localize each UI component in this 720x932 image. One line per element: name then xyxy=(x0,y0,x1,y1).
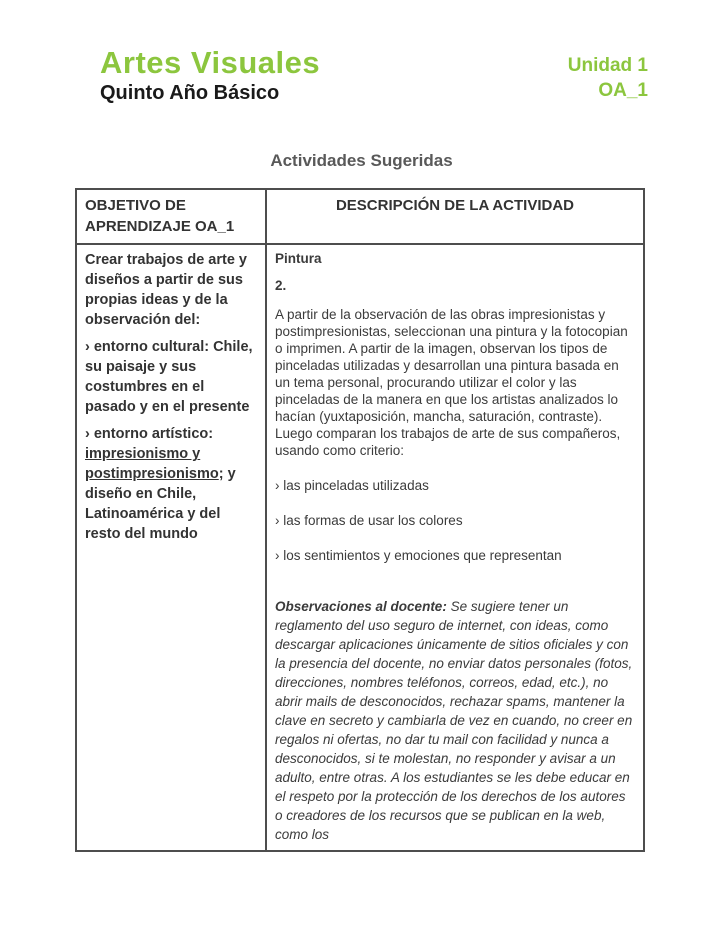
activities-table-head xyxy=(76,189,644,244)
criterion-item: › las pinceladas utilizadas xyxy=(275,478,429,494)
document-header-right xyxy=(568,46,648,103)
page-title: Actividades Sugeridas xyxy=(270,151,453,171)
objective-item-artistic xyxy=(85,424,257,544)
activity-column-header: DESCRIPCIÓN DE LA ACTIVIDAD xyxy=(266,189,644,244)
activity-cell xyxy=(266,244,644,851)
criterion-item: › los sentimientos y emociones que representan xyxy=(275,548,562,564)
table-header-row xyxy=(76,189,644,244)
document-header xyxy=(75,46,648,105)
objective-item-artistic-suffix: ; y diseño en Chile, Latinoamérica y del resto del mundo xyxy=(85,466,236,543)
table-row xyxy=(76,244,644,851)
teacher-note-label: Observaciones al docente: xyxy=(275,599,447,615)
course-title: Artes Visuales xyxy=(100,45,321,80)
unit-label: Unidad 1 xyxy=(567,55,648,76)
activities-table xyxy=(75,188,645,852)
objective-column-header: OBJETIVO DE APRENDIZAJE OA_1 xyxy=(76,189,266,244)
teacher-note-text: Se sugiere tener un reglamento del uso seguro de internet, con ideas, como descargar aplicaciones únicamente de sitios oficiales y con la presencia del docente, no enviar datos personales (fotos, direcciones, nombres teléfonos, correos, edad, etc.), no abrir mails de desconocidos, rechazar spams, mantener la clave en secreto y cambiarla de vez en cuando, no creer en regalos ni ofertas, no dar tu mail con facilidad y nunca a desconocidos, si te molestan, no responder y avisar a un adulto, entre otras. A los estudiantes se les debe educar en el respeto por la protección de los derechos de los autores o creadores de los recursos que se publican en la web, como los xyxy=(275,599,633,843)
activity-section-label: Pintura xyxy=(275,251,322,267)
oa-code-label: OA_1 xyxy=(598,80,648,101)
objective-cell xyxy=(76,244,266,851)
objective-intro: Crear trabajos de arte y diseños a partir de sus propias ideas y de la observación del: xyxy=(85,252,247,329)
grade-subtitle: Quinto Año Básico xyxy=(100,82,280,105)
activities-table-body xyxy=(76,244,644,851)
criterion-item: › las formas de usar los colores xyxy=(275,513,463,529)
document-header-left xyxy=(100,46,320,105)
objective-item-cultural: › entorno cultural: Chile, su paisaje y sus costumbres en el pasado y en el presente xyxy=(85,339,253,416)
objective-item-artistic-prefix: › entorno artístico: xyxy=(85,426,214,443)
teacher-note xyxy=(275,597,635,844)
activity-number: 2. xyxy=(275,278,287,294)
impresionismo-link[interactable]: impresionismo y postimpresionismo xyxy=(85,446,219,483)
activity-description: A partir de la observación de las obras impresionistas y postimpresionistas, seleccionan una pintura y la fotocopian o imprimen. A partir de la imagen, observan los tipos de pinceladas utilizadas y desarrollan una pintura basada en un tema personal, procurando utilizar el color y las pinceladas de la manera en que los artistas analizados lo hacían (yuxtaposición, mancha, saturación, contraste). Luego comparan los trabajos de arte de sus compañeros, usando como criterio: xyxy=(275,307,628,459)
